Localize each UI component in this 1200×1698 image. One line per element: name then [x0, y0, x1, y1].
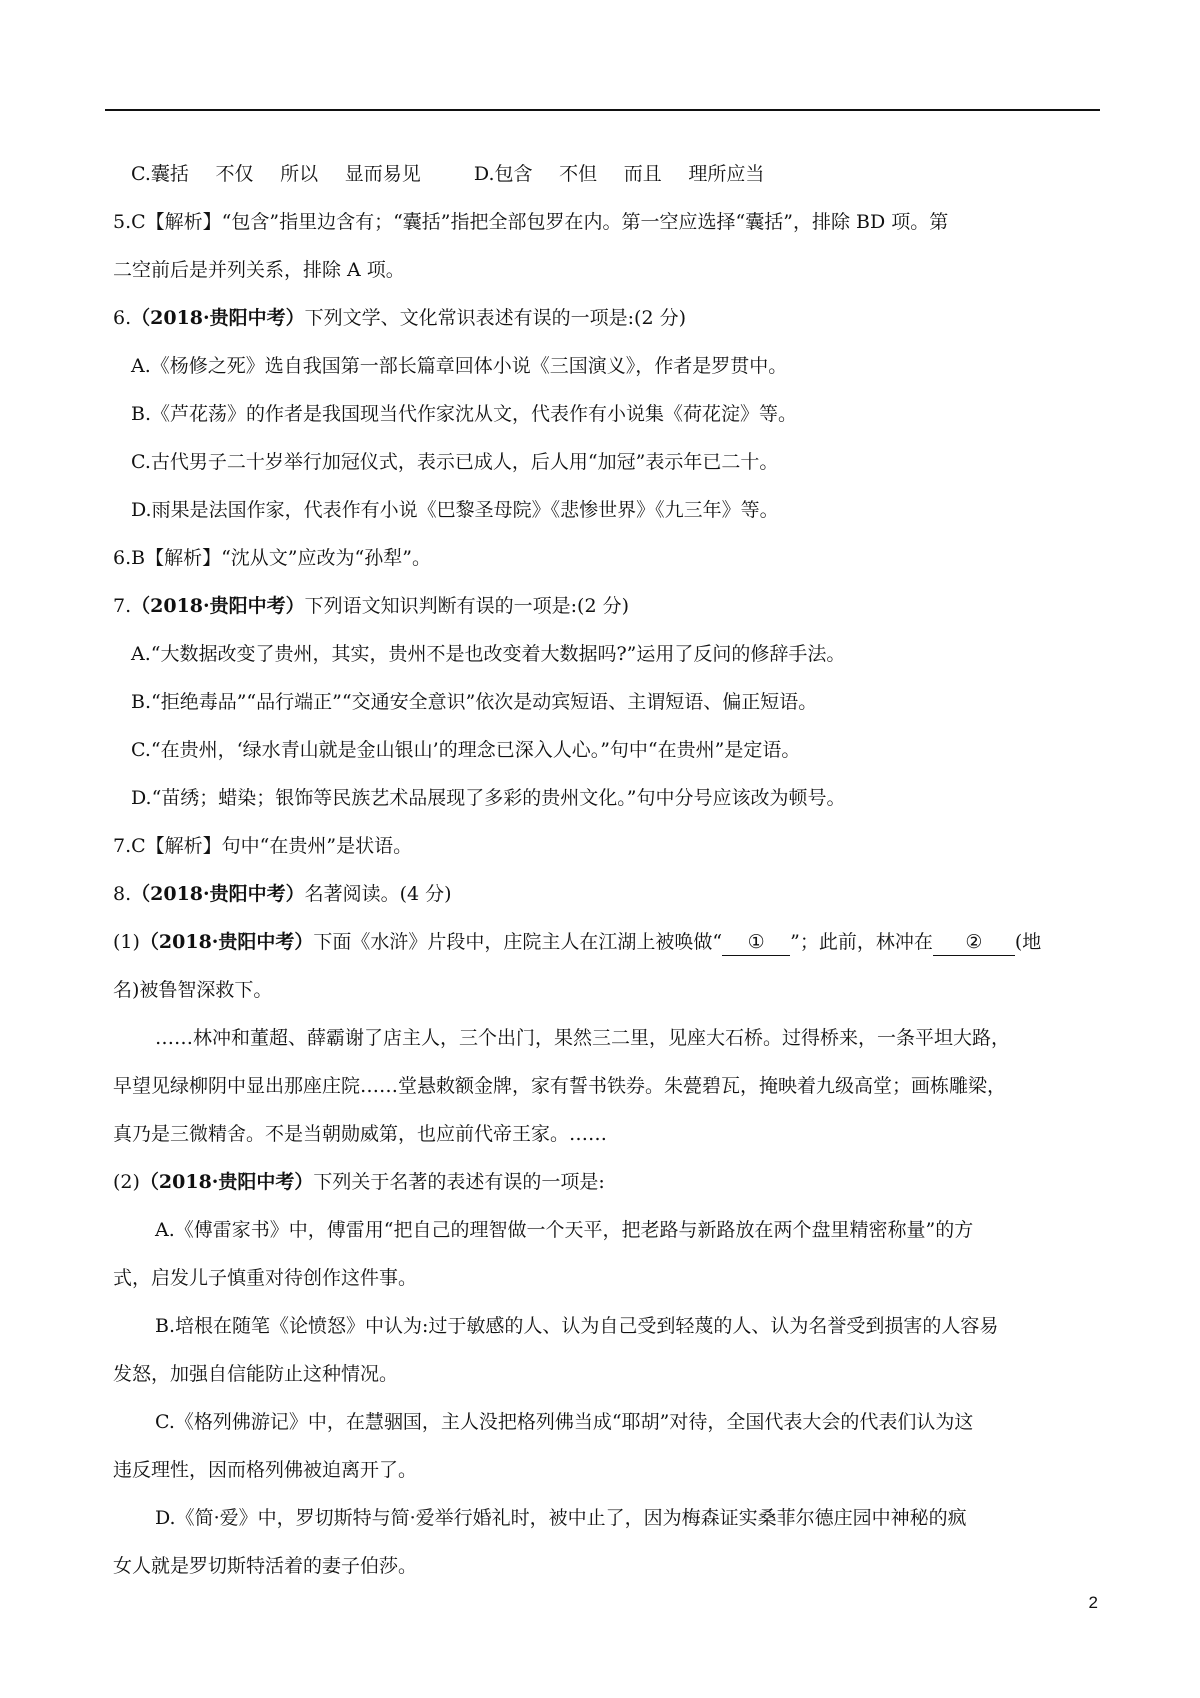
option-text: 所以 — [280, 163, 319, 185]
answer-blank-1[interactable]: ① — [722, 929, 790, 956]
q6-answer: 6.B【解析】“沈从文”应改为“孙犁”。 — [113, 547, 431, 569]
question-text: 下面《水浒》片段中，庄院主人在江湖上被唤做“ — [313, 931, 723, 953]
q8-excerpt-line-3: 真乃是三微精舍。不是当朝勋威第，也应前代帝王家。…… — [113, 1123, 608, 1145]
q5-answer-line-2: 二空前后是并列关系，排除 A 项。 — [113, 259, 405, 281]
option-text: 理所应当 — [688, 163, 765, 185]
option-text: C.囊括 — [131, 163, 189, 185]
option-text: 不仅 — [215, 163, 254, 185]
q7-option-d: D.“苗绣；蜡染；银饰等民族艺术品展现了多彩的贵州文化。”句中分号应该改为顿号。 — [131, 787, 846, 809]
q8-option-b-line-2: 发怒，加强自信能防止这种情况。 — [113, 1363, 399, 1385]
q8-option-d-line-2: 女人就是罗切斯特活着的妻子伯莎。 — [113, 1555, 418, 1577]
question-number: 7. — [113, 595, 132, 617]
question-source: （2018·贵阳中考） — [131, 595, 305, 617]
q8-stem — [113, 870, 1098, 918]
q8-part2-stem — [113, 1158, 1098, 1206]
question-stem: 下列语文知识判断有误的一项是:(2 分) — [304, 595, 629, 617]
question-source: （2018·贵阳中考） — [131, 307, 305, 329]
question-text: ”；此前，林冲在 — [790, 931, 933, 953]
q8-option-b-line-1: B.培根在随笔《论愤怒》中认为:过于敏感的人、认为自己受到轻蔑的人、认为名誉受到损害的人容易 — [155, 1315, 999, 1337]
q6-option-a: A.《杨修之死》选自我国第一部长篇章回体小说《三国演义》，作者是罗贯中。 — [131, 355, 788, 377]
question-source: （2018·贵阳中考） — [131, 883, 305, 905]
question-number: 8. — [113, 883, 132, 905]
q8-part1-line-1 — [113, 918, 1098, 966]
header-rule — [105, 109, 1100, 111]
q7-answer: 7.C【解析】句中“在贵州”是状语。 — [113, 835, 413, 857]
part-number: (1) — [113, 931, 140, 953]
q7-option-c: C.“在贵州，‘绿水青山就是金山银山’的理念已深入人心。”句中“在贵州”是定语。 — [131, 739, 801, 761]
q6-option-c: C.古代男子二十岁举行加冠仪式，表示已成人，后人用“加冠”表示年已二十。 — [131, 451, 779, 473]
q8-excerpt-line-2: 早望见绿柳阴中显出那座庄院……堂悬敕额金牌，家有誓书铁券。朱甍碧瓦，掩映着九级高堂；画栋雕梁， — [113, 1075, 1007, 1097]
q8-part1-line-2: 名)被鲁智深救下。 — [113, 979, 273, 1001]
q7-stem — [113, 582, 1098, 630]
part-number: (2) — [113, 1171, 140, 1193]
question-number: 6. — [113, 307, 132, 329]
option-text: 不但 — [559, 163, 598, 185]
q8-option-c-line-2: 违反理性，因而格列佛被迫离开了。 — [113, 1459, 418, 1481]
question-source: （2018·贵阳中考） — [139, 931, 314, 953]
q8-option-d-line-1: D.《简·爱》中，罗切斯特与简·爱举行婚礼时，被中止了，因为梅森证实桑菲尔德庄园中神秘的疯 — [155, 1507, 967, 1529]
q8-option-c-line-1: C.《格列佛游记》中，在慧骃国，主人没把格列佛当成“耶胡”对待，全国代表大会的代表们认为这 — [155, 1411, 974, 1433]
q8-excerpt-line-1: ……林冲和董超、薛霸谢了店主人，三个出门，果然三二里，见座大石桥。过得桥来，一条平坦大路， — [155, 1027, 1011, 1049]
q5-answer-line-1: 5.C【解析】“包含”指里边含有；“囊括”指把全部包罗在内。第一空应选择“囊括”，排除 BD 项。第 — [113, 211, 949, 233]
q7-option-b: B.“拒绝毒品”“品行端正”“交通安全意识”依次是动宾短语、主谓短语、偏正短语。 — [131, 691, 818, 713]
q8-option-a-line-1: A.《傅雷家书》中，傅雷用“把自己的理智做一个天平，把老路与新路放在两个盘里精密称量”的方 — [155, 1219, 974, 1241]
q6-option-d: D.雨果是法国作家，代表作有小说《巴黎圣母院》《悲惨世界》《九三年》等。 — [131, 499, 779, 521]
question-text: (地 — [1014, 931, 1042, 953]
page-content — [113, 150, 1098, 1590]
q6-option-b: B.《芦花荡》的作者是我国现当代作家沈从文，代表作有小说集《荷花淀》等。 — [131, 403, 798, 425]
question-stem: 下列关于名著的表述有误的一项是: — [313, 1171, 605, 1193]
q8-option-a-line-2: 式，启发儿子慎重对待创作这件事。 — [113, 1267, 418, 1289]
option-text: 而且 — [623, 163, 662, 185]
option-text: 显而易见 — [344, 163, 421, 185]
q7-option-a: A.“大数据改变了贵州，其实，贵州不是也改变着大数据吗?”运用了反问的修辞手法。 — [131, 643, 846, 665]
answer-blank-2[interactable]: ② — [933, 929, 1015, 956]
q6-stem — [113, 294, 1098, 342]
question-stem: 名著阅读。(4 分) — [304, 883, 452, 905]
question-source: （2018·贵阳中考） — [139, 1171, 314, 1193]
page-number: 2 — [1088, 1593, 1098, 1612]
q5-options-cd — [113, 150, 1098, 198]
question-stem: 下列文学、文化常识表述有误的一项是:(2 分) — [304, 307, 686, 329]
option-text: D.包含 — [473, 163, 533, 185]
